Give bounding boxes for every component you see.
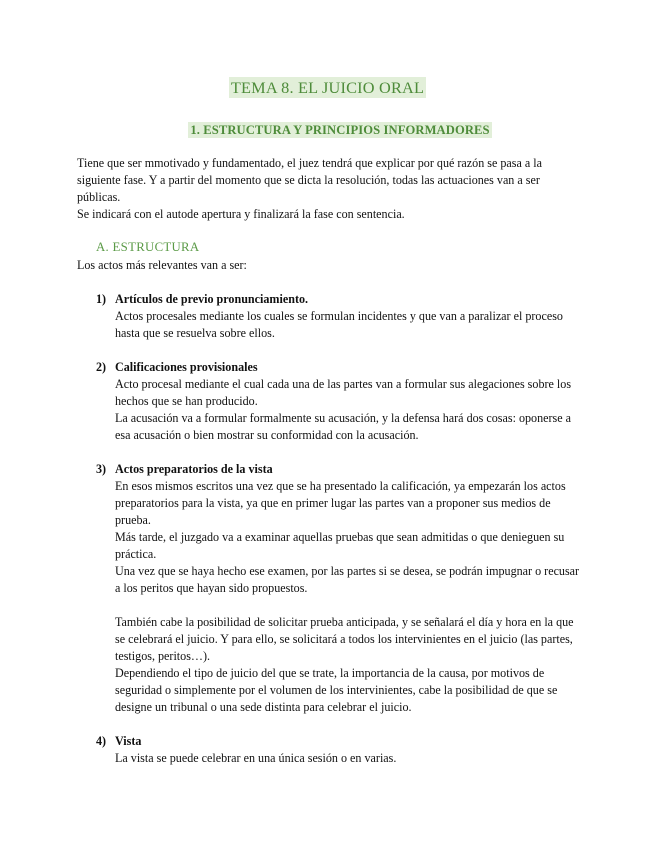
list-item [96,359,586,444]
item-paragraph: Acto procesal mediante el cual cada una de las partes van a formular sus alegaciones sobre los hechos que se han producido. [115,377,572,408]
item-paragraph: Actos procesales mediante los cuales se formulan incidentes y que van a paralizar el proceso hasta que se resuelva sobre ellos. [115,309,563,340]
document-title: TEMA 8. EL JUICIO ORAL [230,78,425,97]
item-paragraph: Una vez que se haya hecho ese examen, por las partes si se desea, se podrán impugnar o recusar a los peritos que hayan sido propuestos. [115,564,580,595]
item-number: 2) [96,360,107,374]
intro-paragraph: Se indicará con el autode apertura y finalizará la fase con sentencia. [77,207,405,221]
list-item [96,291,586,342]
item-paragraph: Más tarde, el juzgado va a examinar aquellas pruebas que sean admitidas o que denieguen su práctica. [115,530,565,561]
item-body [115,750,586,767]
item-body [115,478,586,716]
item-body [115,376,586,444]
section-heading: 1. ESTRUCTURA Y PRINCIPIOS INFORMADORES [190,123,490,137]
item-paragraph: Dependiendo el tipo de juicio del que se trate, la importancia de la causa, por motivos de seguridad o simplemente por el volumen de los intervinientes, cabe la posibilidad de que se designe un tribunal o una sede distinta para celebrar el juicio. [115,666,558,714]
item-paragraph: La acusación va a formular formalmente su acusación, y la defensa hará dos cosas: oponerse a esa acusación o bien mostrar su conformidad con la acusación. [115,411,572,442]
item-paragraph: En esos mismos escritos una vez que se ha presentado la calificación, ya empezarán los actos preparatorios para la vista, ya que en primer lugar las partes van a proponer sus medios de prueba. [115,479,566,527]
list-item [96,733,586,767]
section-heading-wrap [0,121,655,139]
document-title-wrap [0,77,655,99]
lead-text: Los actos más relevantes van a ser: [77,258,247,272]
list-item [96,461,586,716]
item-heading: Actos preparatorios de la vista [115,462,273,476]
item-heading: Vista [115,734,142,748]
subsection-heading: A. ESTRUCTURA [96,240,200,254]
item-body [115,308,586,342]
intro-block [77,155,577,223]
item-number: 1) [96,292,107,306]
item-paragraph: La vista se puede celebrar en una única sesión o en varias. [115,751,397,765]
intro-paragraph: Tiene que ser mmotivado y fundamentado, el juez tendrá que explicar por qué razón se pasa a la siguiente fase. Y a partir del momento que se dicta la resolución, todas las actuaciones van a ser públicas. [77,156,542,204]
paragraph-gap [115,597,586,614]
item-number: 3) [96,462,107,476]
item-heading: Calificaciones provisionales [115,360,258,374]
item-heading: Artículos de previo pronunciamiento. [115,292,309,306]
item-paragraph: También cabe la posibilidad de solicitar prueba anticipada, y se señalará el día y hora en la que se celebrará el juicio. Y para ello, se solicitará a todos los intervinientes en el juicio (las partes, testigos, peritos…). [115,615,574,663]
item-number: 4) [96,734,107,748]
